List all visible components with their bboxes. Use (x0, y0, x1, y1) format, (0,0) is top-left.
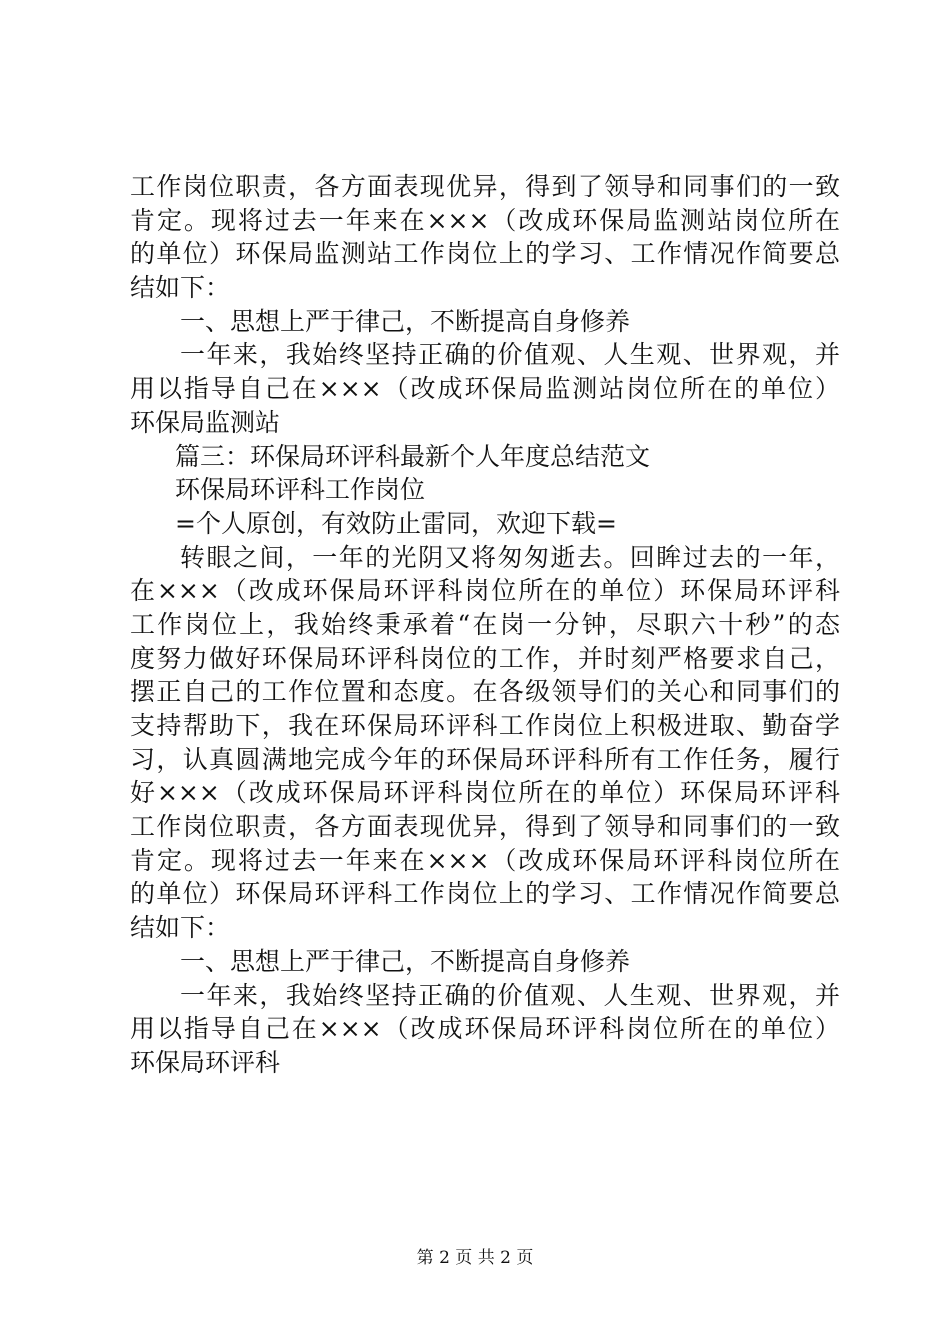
text-line: 一年来，我始终坚持正确的价值观、人生观、世界观，并 (180, 340, 840, 370)
download-note: =个人原创，有效防止雷同，欢迎下载= (175, 508, 617, 538)
document-body (130, 170, 840, 1080)
text-line: 转眼之间，一年的光阴又将匆匆逝去。回眸过去的一年， (180, 542, 840, 572)
text-line: 环保局监测站 (130, 407, 281, 437)
text-line: 度努力做好环保局环评科岗位的工作，并时刻严格要求自己， (130, 643, 840, 673)
text-line: 工作岗位职责，各方面表现优异，得到了领导和同事们的一致 (130, 172, 840, 201)
text-line: 用以指导自己在×××（改成环保局监测站岗位所在的单位） (130, 374, 840, 404)
text-line: 工作岗位上，我始终秉承着“在岗一分钟，尽职六十秒”的态 (130, 609, 840, 639)
text-line: 一年来，我始终坚持正确的价值观、人生观、世界观，并 (180, 980, 840, 1010)
section-heading: 一、思想上严于律己，不断提高自身修养 (180, 946, 631, 976)
text-line: 支持帮助下，我在环保局环评科工作岗位上积极进取、勤奋学 (130, 711, 840, 740)
text-line: 在×××（改成环保局环评科岗位所在的单位）环保局环评科 (130, 576, 840, 606)
section-heading: 一、思想上严于律己，不断提高自身修养 (180, 306, 631, 336)
text-line: 工作岗位职责，各方面表现优异，得到了领导和同事们的一致 (130, 812, 840, 842)
article-subtitle: 环保局环评科工作岗位 (175, 475, 426, 505)
page-number-footer: 第 2 页 共 2 页 (416, 1248, 534, 1268)
article-title: 篇三：环保局环评科最新个人年度总结范文 (175, 441, 651, 471)
text-line: 习，认真圆满地完成今年的环保局环评科所有工作任务，履行 (130, 744, 840, 774)
text-line: 好×××（改成环保局环评科岗位所在的单位）环保局环评科 (130, 778, 840, 808)
text-line: 用以指导自己在×××（改成环保局环评科岗位所在的单位） (130, 1014, 840, 1044)
text-line: 结如下： (130, 273, 231, 303)
text-line: 环保局环评科 (130, 1047, 281, 1077)
text-line: 肯定。现将过去一年来在×××（改成环保局环评科岗位所在 (130, 845, 840, 875)
text-line: 的单位）环保局监测站工作岗位上的学习、工作情况作简要总 (130, 239, 840, 269)
text-line: 结如下： (130, 913, 231, 943)
text-line: 肯定。现将过去一年来在×××（改成环保局监测站岗位所在 (130, 205, 840, 235)
text-line: 摆正自己的工作位置和态度。在各级领导们的关心和同事们的 (130, 677, 840, 707)
text-line: 的单位）环保局环评科工作岗位上的学习、工作情况作简要总 (130, 879, 840, 909)
